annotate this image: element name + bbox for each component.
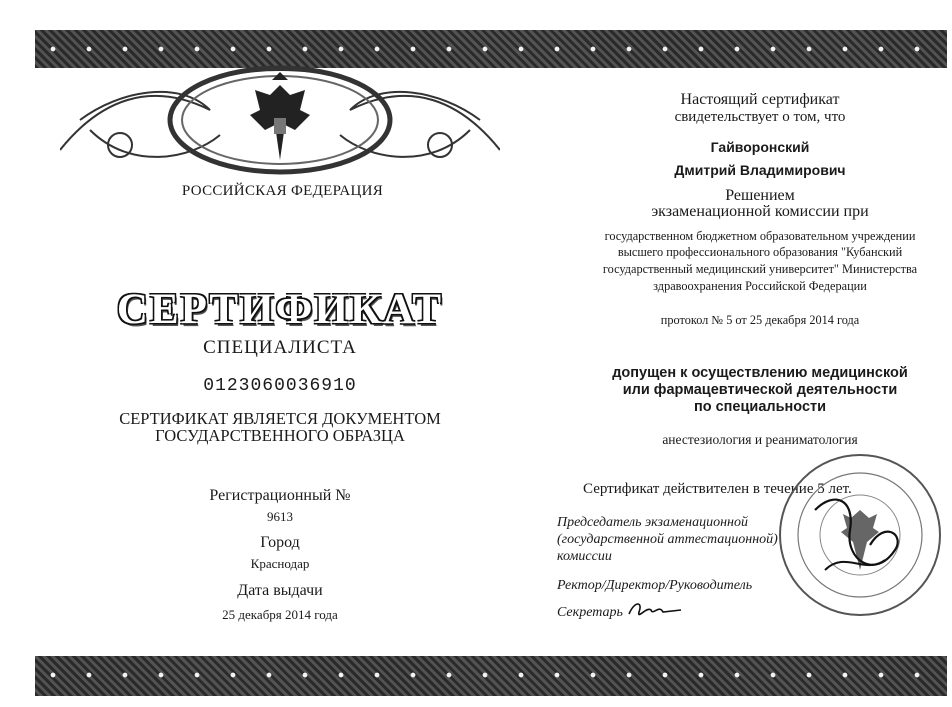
specialty-value: анестезиология и реаниматология (662, 432, 858, 447)
holder-name: Дмитрий Владимирович (674, 162, 846, 178)
document-status-line-1: СЕРТИФИКАТ ЯВЛЯЕТСЯ ДОКУМЕНТОМ (119, 409, 441, 428)
registration-label: Регистрационный № (209, 487, 351, 504)
chairman-line-2: (государственной аттестационной) (557, 532, 778, 547)
double-headed-eagle-icon (250, 72, 310, 160)
chairman-line-3: комиссии (557, 549, 612, 564)
validity-statement: Сертификат действителен в течение 5 лет. (583, 481, 852, 497)
intro-line-2: свидетельствует о том, что (674, 109, 846, 125)
certificate-subtitle: СПЕЦИАЛИСТА (203, 337, 357, 358)
decision-line-1: Решением (725, 187, 795, 204)
official-seal-stamp (775, 450, 945, 620)
admission-line-2: или фармацевтической деятельности (622, 382, 898, 398)
admission-line-3: по специальности (693, 399, 827, 415)
issue-date-value: 25 декабря 2014 года (222, 607, 338, 622)
issue-date-label: Дата выдачи (237, 582, 323, 599)
intro-line-1: Настоящий сертификат (680, 91, 840, 108)
decision-line-2: экзаменационной комиссии при (651, 203, 869, 220)
country-name: РОССИЙСКАЯ ФЕДЕРАЦИЯ (181, 183, 384, 199)
city-value: Краснодар (250, 556, 310, 571)
organization-line-4: здравоохранения Российской Федерации (653, 279, 867, 293)
chairman-line-1: Председатель экзаменационной (557, 515, 748, 530)
rector-title: Ректор/Директор/Руководитель (557, 578, 753, 593)
admission-line-1: допущен к осуществлению медицинской (612, 365, 908, 381)
coat-of-arms-ornament (60, 40, 500, 190)
certificate-title: СЕРТИФИКАТ (116, 286, 444, 333)
secretary-title: Секретарь (557, 605, 623, 620)
registration-value: 9613 (267, 509, 293, 524)
secretary-signature (625, 596, 685, 626)
document-status-line-2: ГОСУДАРСТВЕННОГО ОБРАЗЦА (155, 426, 405, 445)
bottom-ornamental-band (35, 656, 947, 696)
organization-line-2: высшего профессионального образования "Кубанский (617, 245, 903, 259)
organization-line-1: государственном бюджетном образовательном учреждении (604, 229, 916, 243)
holder-surname: Гайворонский (710, 139, 810, 155)
certificate-number: 0123060036910 (203, 376, 357, 396)
organization-line-3: государственный медицинский университет" Министерства (602, 262, 918, 276)
protocol-info: протокол № 5 от 25 декабря 2014 года (660, 313, 860, 327)
city-label: Город (260, 534, 300, 551)
